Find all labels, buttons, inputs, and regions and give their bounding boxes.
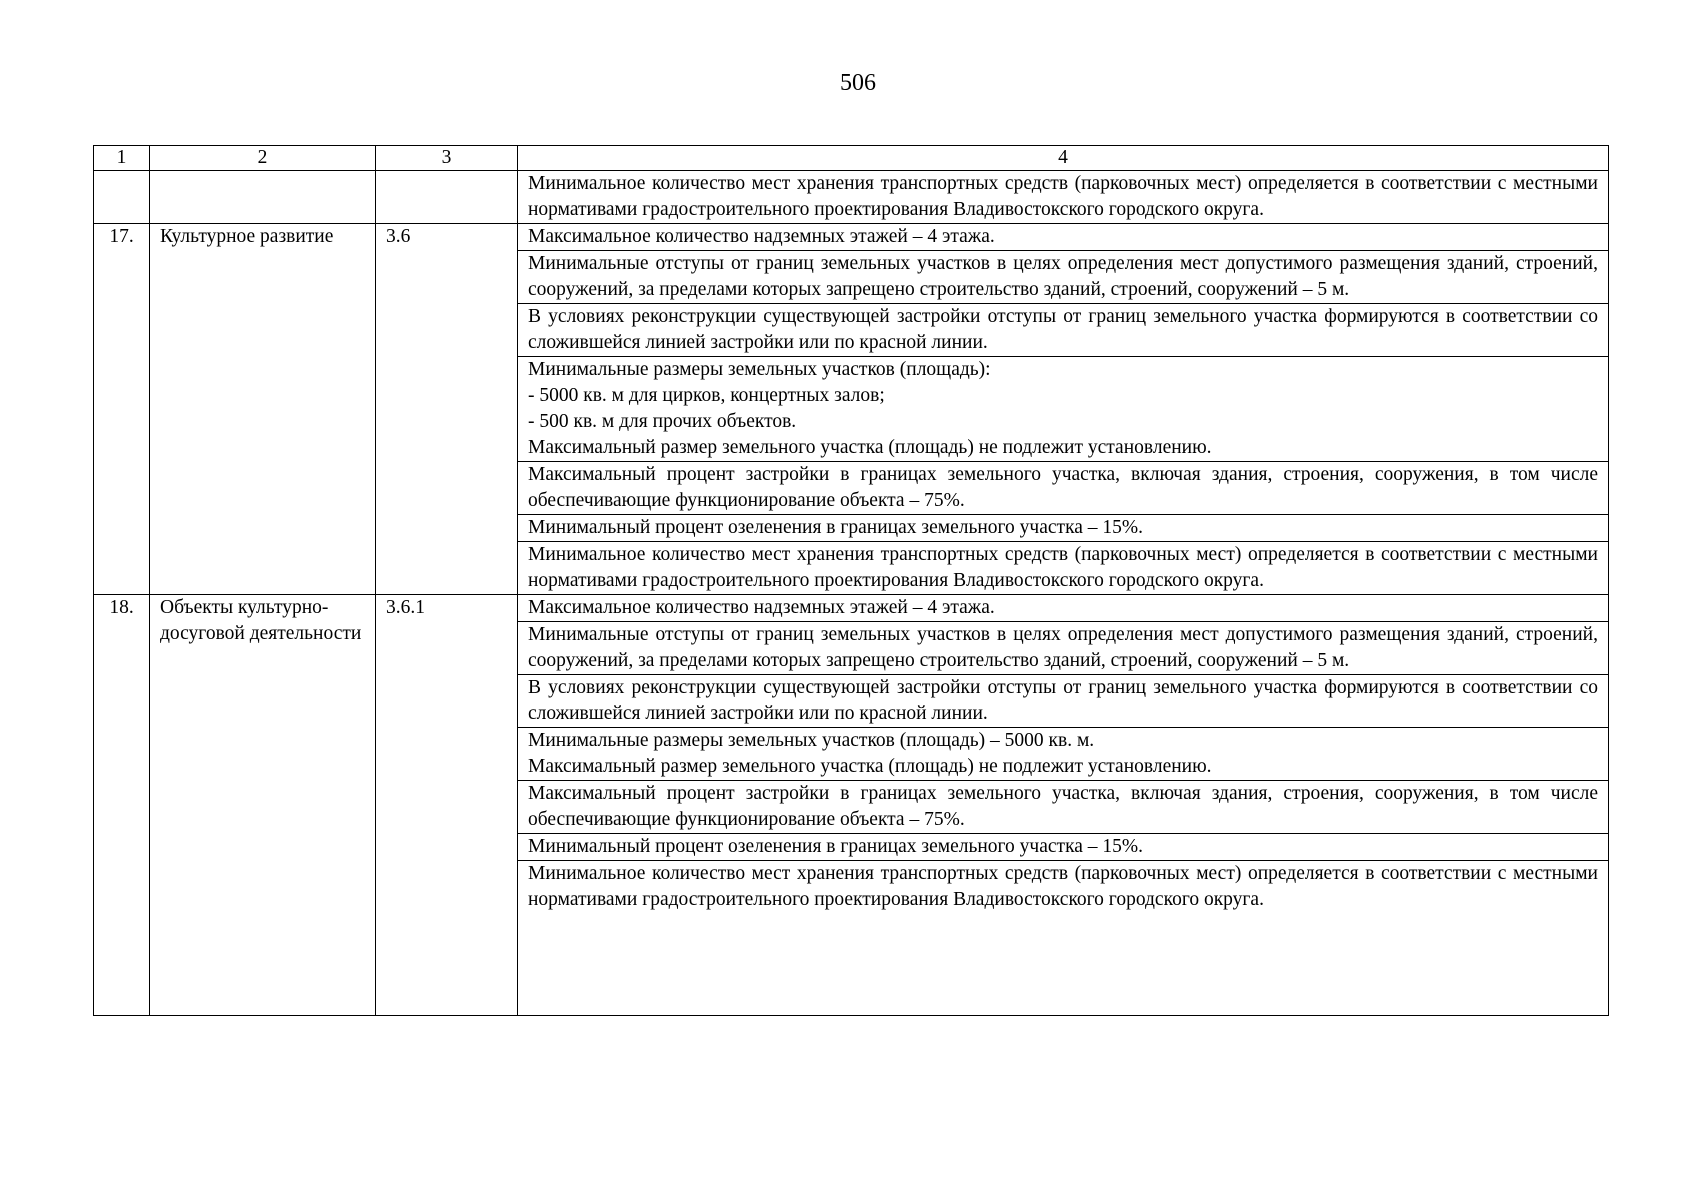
- param-line: Минимальные размеры земельных участков (площадь):: [528, 359, 991, 380]
- table-row: [94, 171, 1609, 224]
- param-cell: Максимальный процент застройки в границах земельного участка, включая здания, строения, сооружения, в том числе обеспечивающие функционирование объекта – 75%.: [518, 781, 1609, 834]
- param-cell: [518, 357, 1609, 462]
- param-cell: Минимальные отступы от границ земельных участков в целях определения мест допустимого размещения зданий, строений, сооружений, за пределами которых запрещено строительство зданий, строений, сооружений – 5 м.: [518, 251, 1609, 304]
- param-cell: [518, 728, 1609, 781]
- row-number-cell: 17.: [94, 224, 150, 595]
- param-cell: Минимальные отступы от границ земельных участков в целях определения мест допустимого размещения зданий, строений, сооружений, за пределами которых запрещено строительство зданий, строений, сооружений – 5 м.: [518, 622, 1609, 675]
- param-cell: Максимальный процент застройки в границах земельного участка, включая здания, строения, сооружения, в том числе обеспечивающие функционирование объекта – 75%.: [518, 462, 1609, 515]
- param-line: Максимальный размер земельного участка (площадь) не подлежит установлению.: [528, 756, 1212, 777]
- param-line: Максимальный размер земельного участка (площадь) не подлежит установлению.: [528, 437, 1212, 458]
- header-cell: 3: [376, 146, 518, 171]
- regulations-table: [93, 145, 1609, 1016]
- header-cell: 2: [150, 146, 376, 171]
- param-cell: Минимальный процент озеленения в границах земельного участка – 15%.: [518, 515, 1609, 542]
- page-number: 506: [840, 70, 876, 96]
- param-cell: В условиях реконструкции существующей застройки отступы от границ земельного участка формируются в соответствии со сложившейся линией застройки или по красной линии.: [518, 304, 1609, 357]
- row-name-cell: Объекты культурно-досуговой деятельности: [150, 595, 376, 1016]
- row-name-cell: [150, 171, 376, 224]
- param-cell: Минимальное количество мест хранения транспортных средств (парковочных мест) определяется в соответствии с местными нормативами градостроительного проектирования Владивостокского городского округа.: [518, 861, 1609, 1016]
- table-row: [94, 595, 1609, 622]
- param-line: - 500 кв. м для прочих объектов.: [528, 411, 797, 432]
- header-cell: 4: [518, 146, 1609, 171]
- header-cell: 1: [94, 146, 150, 171]
- row-name-cell: Культурное развитие: [150, 224, 376, 595]
- param-cell: Максимальное количество надземных этажей – 4 этажа.: [518, 595, 1609, 622]
- row-code-cell: 3.6.1: [376, 595, 518, 1016]
- param-line: - 5000 кв. м для цирков, концертных залов;: [528, 385, 885, 406]
- param-cell: Минимальное количество мест хранения транспортных средств (парковочных мест) определяется в соответствии с местными нормативами градостроительного проектирования Владивостокского городского округа.: [518, 171, 1609, 224]
- param-line: Минимальные размеры земельных участков (площадь) – 5000 кв. м.: [528, 730, 1095, 751]
- param-cell: Минимальный процент озеленения в границах земельного участка – 15%.: [518, 834, 1609, 861]
- param-cell: Минимальное количество мест хранения транспортных средств (парковочных мест) определяется в соответствии с местными нормативами градостроительного проектирования Владивостокского городского округа.: [518, 542, 1609, 595]
- table-header-row: [94, 146, 1609, 171]
- row-code-cell: [376, 171, 518, 224]
- param-cell: Максимальное количество надземных этажей – 4 этажа.: [518, 224, 1609, 251]
- param-cell: В условиях реконструкции существующей застройки отступы от границ земельного участка формируются в соответствии со сложившейся линией застройки или по красной линии.: [518, 675, 1609, 728]
- row-number-cell: [94, 171, 150, 224]
- table-row: [94, 224, 1609, 251]
- row-code-cell: 3.6: [376, 224, 518, 595]
- row-number-cell: 18.: [94, 595, 150, 1016]
